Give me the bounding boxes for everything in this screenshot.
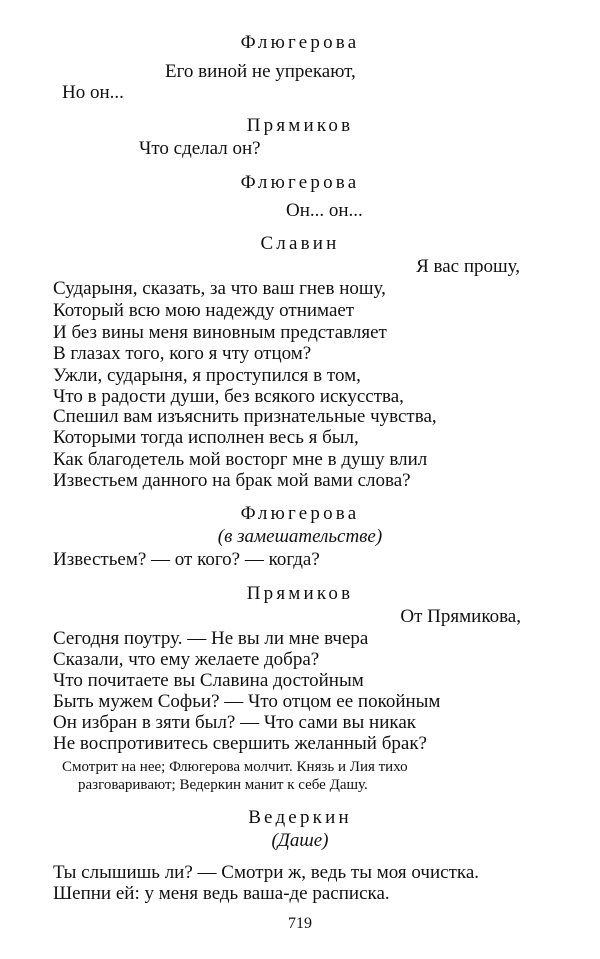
verse-line: Он... он... (286, 200, 363, 221)
stage-direction: Смотрит на нее; Флюгерова молчит. Князь и Лия тихо (62, 759, 408, 775)
verse-line: Шепни ей: у меня ведь ваша-де расписка. (53, 883, 390, 904)
verse-line: Не воспротивитесь свершить желанный брак? (53, 733, 427, 754)
verse-line: Сударыня, сказать, за что ваш гнев ношу, (53, 278, 386, 299)
stage-direction: разговаривают; Ведеркин манит к себе Дашу. (78, 777, 368, 793)
verse-line: Быть мужем Софьи? — Что отцом ее покойным (53, 691, 441, 712)
speaker-name: Прямиков (246, 583, 354, 604)
stage-direction: (в замешательстве) (217, 526, 383, 547)
verse-line: Который всю мою надежду отнимает (53, 300, 355, 321)
speaker-name: Флюгерова (240, 172, 360, 193)
verse-line: Что почитаете вы Славина достойным (53, 670, 364, 691)
verse-line: Известьем данного на брак мой вами слова? (53, 470, 411, 491)
verse-line: И без вины меня виновным представляет (53, 322, 387, 343)
verse-line: Но он... (62, 82, 124, 103)
speaker-name: Прямиков (246, 115, 354, 136)
verse-line: От Прямикова, (400, 606, 521, 627)
speaker-name: Флюгерова (240, 503, 360, 524)
verse-line: Сегодня поутру. — Не вы ли мне вчера (53, 628, 369, 649)
stage-direction: (Даше) (271, 830, 329, 851)
verse-line: Известьем? — от кого? — когда? (53, 549, 320, 570)
speaker-name: Ведеркин (248, 807, 352, 828)
verse-line: Что сделал он? (139, 138, 261, 159)
verse-line: Что в радости души, без всякого искусства, (53, 386, 404, 407)
verse-line: Он избран в зяти был? — Что сами вы никак (53, 712, 416, 733)
speaker-name: Славин (260, 233, 340, 254)
speaker-name: Флюгерова (240, 32, 360, 53)
verse-line: Которыми тогда исполнен весь я был, (53, 427, 359, 448)
verse-line: Ты слышишь ли? — Смотри ж, ведь ты моя очистка. (53, 862, 479, 883)
verse-line: Как благодетель мой восторг мне в душу влил (53, 449, 428, 470)
page-number: 719 (288, 915, 312, 932)
verse-line: В глазах того, кого я чту отцом? (53, 343, 312, 364)
verse-line: Я вас прошу, (416, 256, 520, 277)
verse-line: Сказали, что ему желаете добра? (53, 649, 320, 670)
verse-line: Ужли, сударыня, я проступился в том, (53, 365, 361, 386)
verse-line: Его виной не упрекают, (165, 61, 356, 82)
verse-line: Спешил вам изъяснить признательные чувства, (53, 406, 437, 427)
